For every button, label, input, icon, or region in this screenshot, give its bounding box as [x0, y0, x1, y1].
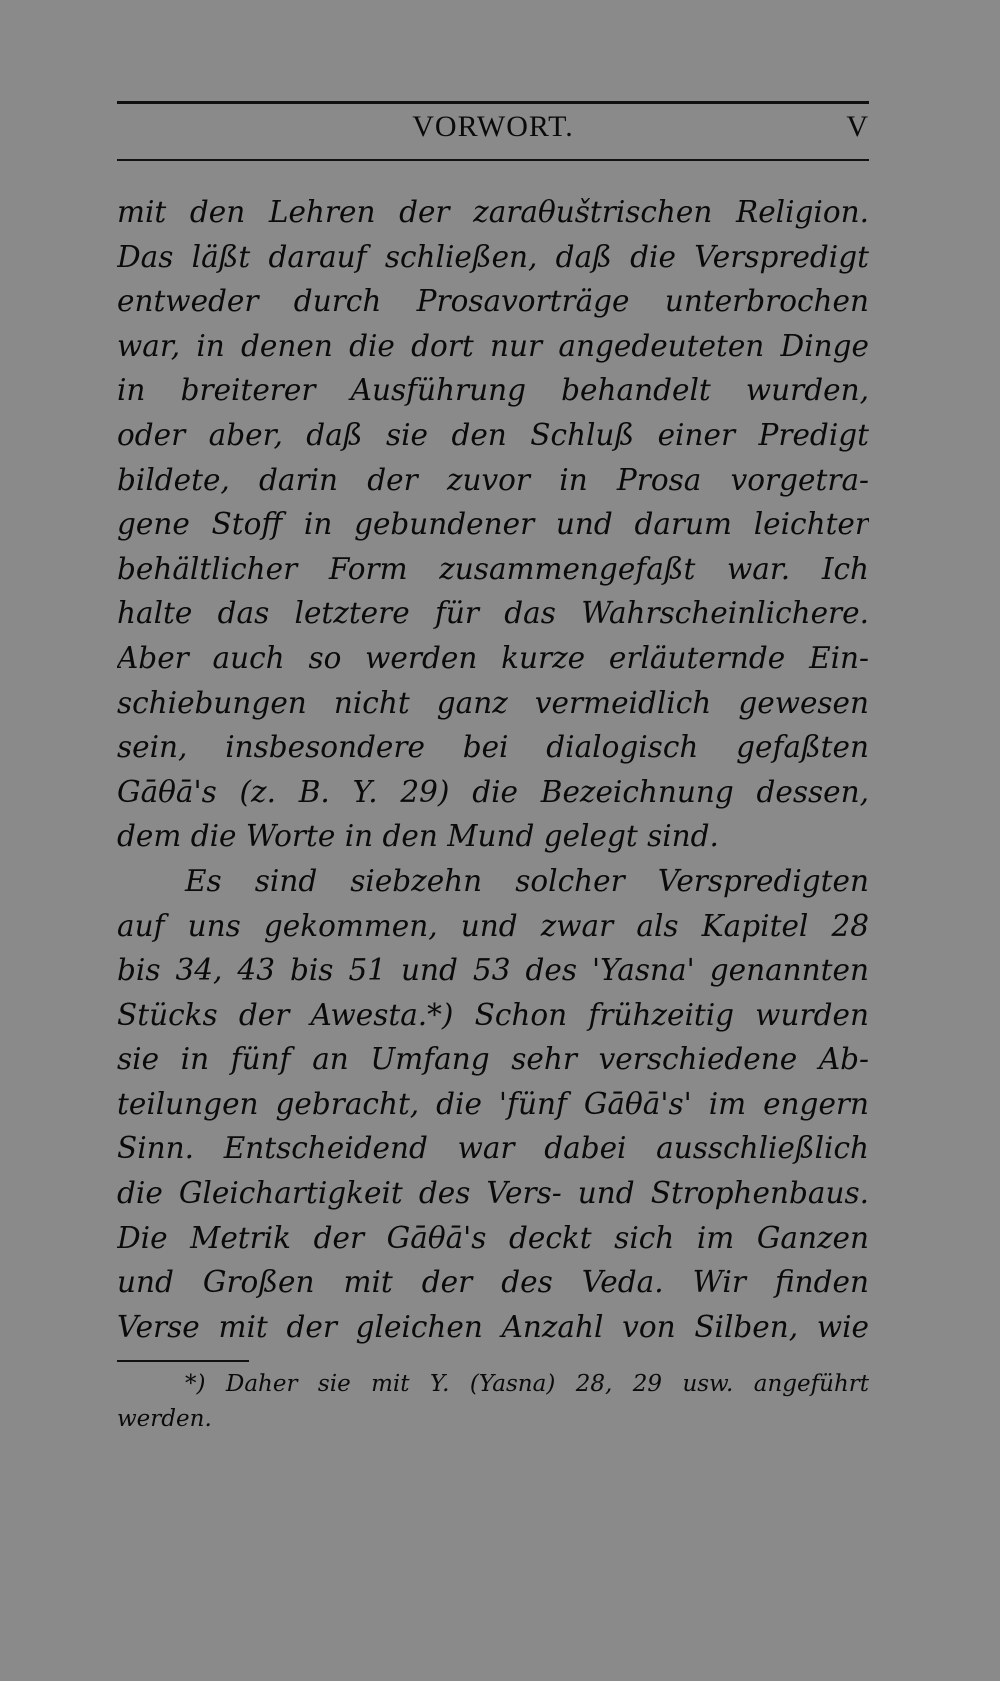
footnote-line: *) Daher sie mit Y. (Yasna) 28, 29 usw. angeführt [185, 1371, 869, 1397]
text-line: Die Metrik der Gāθā's deckt sich im Ganzen [117, 1220, 869, 1255]
text-line: auf uns gekommen, und zwar als Kapitel 28 [117, 908, 869, 943]
text-line: entweder durch Prosavorträge unterbrochen [117, 284, 869, 319]
text-line: Das läßt darauf schließen, daß die Verspredigt [117, 239, 869, 274]
text-line: war, in denen die dort nur angedeuteten Dinge [117, 328, 869, 363]
text-line: schiebungen nicht ganz vermeidlich gewesen [117, 685, 869, 720]
body-text [117, 190, 869, 1349]
page-number: V [846, 110, 869, 143]
top-rule [117, 101, 869, 104]
text-line: Stücks der Awesta.*) Schon frühzeitig wurden [117, 997, 869, 1032]
text-line: und Großen mit der des Veda. Wir finden [117, 1265, 869, 1300]
book-page [117, 0, 869, 1681]
footnote-line: werden. [117, 1406, 212, 1432]
text-line: die Gleichartigkeit des Vers- und Strophenbaus. [117, 1176, 869, 1211]
text-line: Es sind siebzehn solcher Verspredigten [185, 863, 869, 898]
text-line: mit den Lehren der zaraθuštrischen Religion. [117, 195, 869, 229]
text-line: teilungen gebracht, die 'fünf Gāθā's' im engern [117, 1086, 869, 1121]
footnote [117, 1367, 869, 1437]
text-line: behältlicher Form zusammengefaßt war. Ich [117, 551, 869, 586]
header-rule [117, 159, 869, 161]
text-line: gene Stoff in gebundener und darum leichter [117, 507, 869, 542]
text-line: Gāθā's (z. B. Y. 29) die Bezeichnung dessen, [117, 774, 869, 809]
text-line: oder aber, daß sie den Schluß einer Predigt [117, 417, 869, 452]
text-line: Verse mit der gleichen Anzahl von Silben, wie [117, 1309, 869, 1344]
text-line: sein, insbesondere bei dialogisch gefaßten [117, 730, 869, 765]
text-line: sie in fünf an Umfang sehr verschiedene Ab- [117, 1042, 869, 1077]
text-line: Aber auch so werden kurze erläuternde Ein- [117, 640, 869, 675]
text-line: halte das letztere für das Wahrscheinlichere. [117, 596, 869, 631]
text-line: dem die Worte in den Mund gelegt sind. [117, 819, 719, 854]
running-title: VORWORT. [412, 110, 574, 143]
text-line: Sinn. Entscheidend war dabei ausschließlich [117, 1131, 869, 1166]
page-header [117, 110, 869, 150]
footnote-rule [117, 1360, 249, 1362]
text-line: in breiterer Ausführung behandelt wurden, [117, 373, 869, 408]
text-line: bis 34, 43 bis 51 und 53 des 'Yasna' genannten [117, 953, 869, 988]
text-line: bildete, darin der zuvor in Prosa vorgetra- [117, 462, 869, 497]
